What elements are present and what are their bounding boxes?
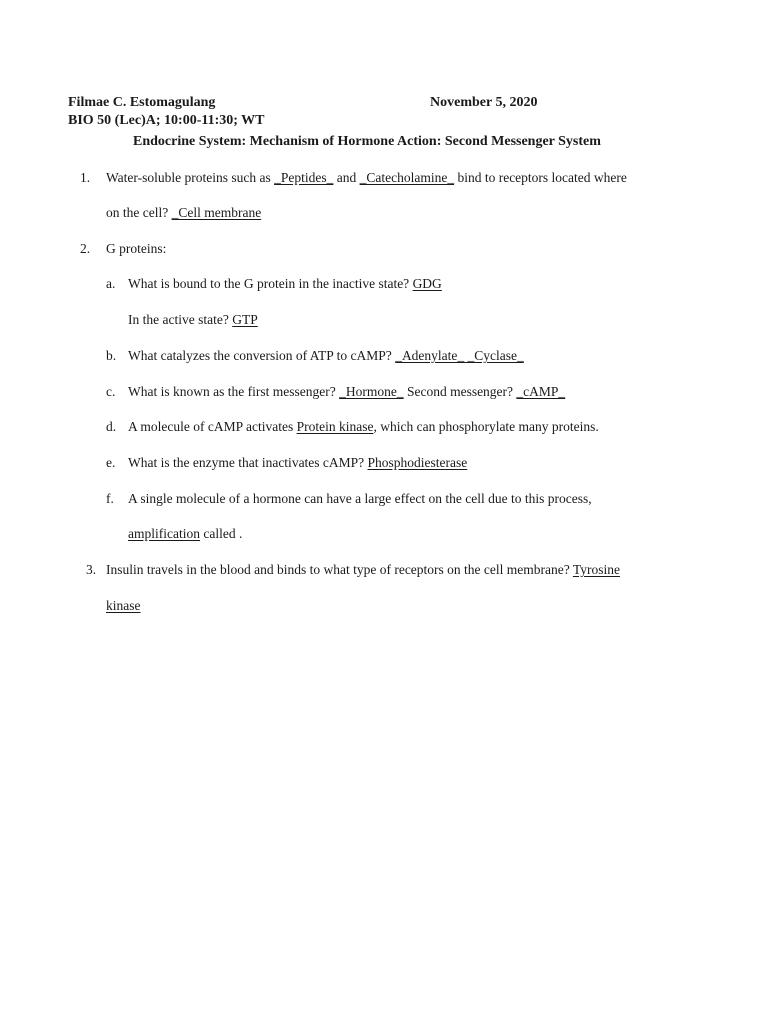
q2d-answer-protein-kinase: Protein kinase xyxy=(296,419,374,434)
q2a-letter: a. xyxy=(106,276,116,291)
q1-number: 1. xyxy=(80,170,91,185)
q2-text: G proteins: xyxy=(106,241,167,256)
q2f-line2 xyxy=(128,525,242,543)
q2a-text: What is bound to the G protein in the inactive state? xyxy=(128,276,413,291)
q2e-line xyxy=(128,454,467,472)
q2e-answer-phosphodiesterase: Phosphodiesterase xyxy=(367,455,468,470)
q1-answer-cell-membrane: _Cell membrane xyxy=(171,205,262,220)
q1-text-line2: on the cell? xyxy=(106,205,172,220)
q2a-line1 xyxy=(128,275,442,293)
q1-answer-catecholamine: _Catecholamine_ xyxy=(359,170,455,185)
document-date: November 5, 2020 xyxy=(430,95,538,110)
q1-text: Water-soluble proteins such as xyxy=(106,170,275,185)
q2e-text: What is the enzyme that inactivates cAMP? xyxy=(128,455,368,470)
q2f-text: A single molecule of a hormone can have a large effect on the cell due to this process, xyxy=(128,491,592,506)
q2d-line xyxy=(128,418,599,436)
q1-text-end: bind to receptors located where xyxy=(454,170,627,185)
q2d-text: A molecule of cAMP activates xyxy=(128,419,297,434)
document-title: Endocrine System: Mechanism of Hormone Action: Second Messenger System xyxy=(133,134,601,149)
q1-answer-peptides: _Peptides_ xyxy=(274,170,334,185)
q2b-line xyxy=(128,347,524,365)
q2f-text-after: called . xyxy=(199,526,243,541)
q2a-line2 xyxy=(128,311,258,329)
q1-text-and: and xyxy=(333,170,360,185)
q2b-answer-adenylate-cyclase: _Adenylate_ _Cyclase_ xyxy=(395,348,524,363)
q2a-answer-gdg: GDG xyxy=(412,276,442,291)
q2b-text: What catalyzes the conversion of ATP to cAMP? xyxy=(128,348,396,363)
q3-answer-tyrosine: Tyrosine xyxy=(572,562,620,577)
q2d-letter: d. xyxy=(106,419,117,434)
q1-line1 xyxy=(106,169,627,187)
q2-number: 2. xyxy=(80,241,91,256)
q1-line2 xyxy=(106,204,261,222)
course-info: BIO 50 (Lec)A; 10:00-11:30; WT xyxy=(68,113,265,128)
q2e-letter: e. xyxy=(106,455,116,470)
q2a-text2: In the active state? xyxy=(128,312,233,327)
q2a-answer-gtp: GTP xyxy=(232,312,258,327)
q2c-letter: c. xyxy=(106,384,116,399)
q3-answer-kinase: kinase xyxy=(106,598,141,613)
q2c-text: What is known as the first messenger? xyxy=(128,384,340,399)
q3-line2 xyxy=(106,597,141,615)
student-name: Filmae C. Estomagulang xyxy=(68,95,216,110)
q3-text: Insulin travels in the blood and binds to what type of receptors on the cell membrane? xyxy=(106,562,573,577)
q2c-answer-hormone: _Hormone_ xyxy=(339,384,404,399)
q3-number: 3. xyxy=(86,562,97,577)
q2d-text-after: , which can phosphorylate many proteins. xyxy=(373,419,599,434)
q2f-answer-amplification: amplification xyxy=(128,526,200,541)
q2c-line xyxy=(128,383,565,401)
q2c-answer-camp: _cAMP_ xyxy=(516,384,566,399)
q2b-letter: b. xyxy=(106,348,117,363)
q2f-letter: f. xyxy=(106,491,114,506)
q3-line1 xyxy=(106,561,620,579)
q2c-text-mid: Second messenger? xyxy=(403,384,517,399)
